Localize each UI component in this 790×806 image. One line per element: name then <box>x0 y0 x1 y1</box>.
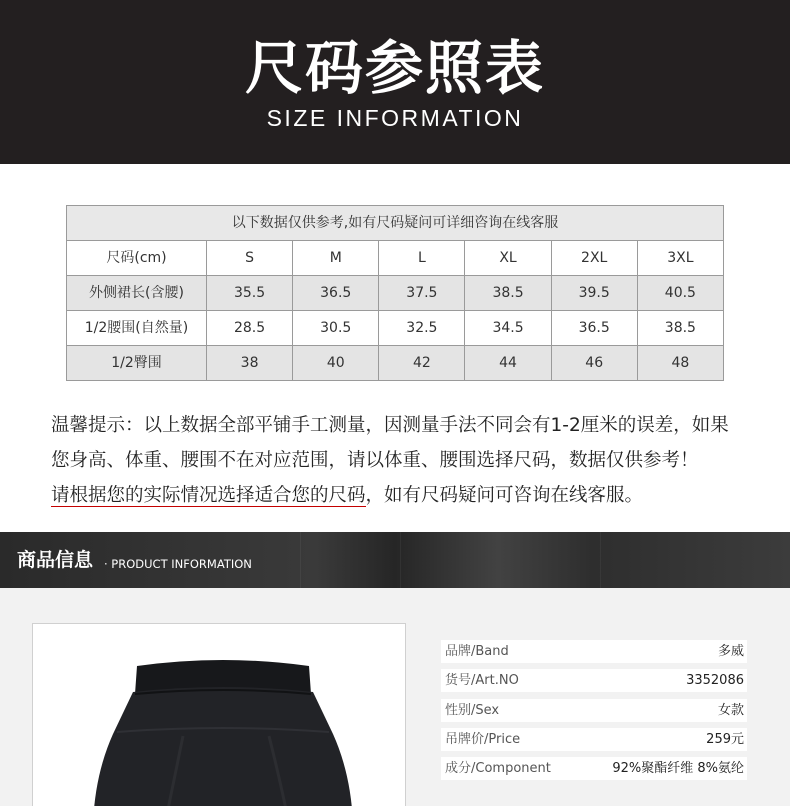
column-header: L <box>379 241 465 276</box>
column-header: S <box>207 241 293 276</box>
spec-value: 多威 <box>717 644 744 659</box>
column-header: 3XL <box>637 241 723 276</box>
row-label: 外侧裙长(含腰) <box>67 276 207 311</box>
size-info-header <box>0 0 790 164</box>
bar-stripe <box>400 532 600 588</box>
table-row <box>67 276 724 311</box>
table-cell: 30.5 <box>293 311 379 346</box>
column-header: 2XL <box>551 241 637 276</box>
row-label: 1/2臀围 <box>67 346 207 381</box>
table-row <box>67 311 724 346</box>
column-header: XL <box>465 241 551 276</box>
table-caption-row <box>67 206 724 241</box>
bar-stripe <box>300 532 400 588</box>
spec-value: 92%聚酯纤维 8%氨纶 <box>612 761 744 777</box>
spec-label: 性别/Sex <box>445 702 500 718</box>
tips-line: 温馨提示：以上数据全部平铺手工测量，因测量手法不同会有1-2厘米的误差，如果 <box>51 415 729 436</box>
table-cell: 42 <box>379 346 465 381</box>
spec-label: 货号/Art.NO <box>445 673 519 689</box>
table-row <box>67 346 724 381</box>
row-label: 1/2腰围(自然量) <box>67 311 207 346</box>
table-cell: 44 <box>465 346 551 381</box>
spec-label: 成分/Component <box>445 761 551 777</box>
table-cell: 38.5 <box>465 276 551 311</box>
product-info-bar <box>0 532 790 588</box>
spec-row-price <box>441 728 747 751</box>
table-cell: 34.5 <box>465 311 551 346</box>
section-subtitle: · PRODUCT INFORMATION <box>104 557 252 571</box>
column-header: M <box>293 241 379 276</box>
product-photo <box>32 623 406 806</box>
size-chart-table <box>66 205 724 381</box>
spec-value: 女款 <box>717 702 744 718</box>
spec-row-art-no <box>441 669 747 692</box>
tips-line: 您身高、体重、腰围不在对应范围，请以体重、腰围选择尺码，数据仅供参考！ <box>51 450 699 471</box>
table-cell: 35.5 <box>207 276 293 311</box>
table-cell: 39.5 <box>551 276 637 311</box>
measurement-tips <box>51 408 751 513</box>
page-title: 尺码参照表 <box>244 34 545 102</box>
table-cell: 37.5 <box>379 276 465 311</box>
table-header-row <box>67 241 724 276</box>
tips-underlined-text: 请根据您的实际情况选择适合您的尺码 <box>51 485 366 506</box>
spec-label: 吊牌价/Price <box>445 731 521 747</box>
table-cell: 36.5 <box>551 311 637 346</box>
table-cell: 28.5 <box>207 311 293 346</box>
spec-value: 259元 <box>706 731 744 747</box>
table-cell: 38 <box>207 346 293 381</box>
bar-stripe <box>600 532 790 588</box>
tips-text: ，如有尺码疑问可咨询在线客服。 <box>365 485 644 506</box>
table-cell: 48 <box>637 346 723 381</box>
spec-row-brand <box>441 640 747 663</box>
page-subtitle: SIZE INFORMATION <box>266 105 524 131</box>
tips-line <box>51 478 751 513</box>
section-title: 商品信息 <box>17 549 94 571</box>
product-spec-list <box>441 640 747 786</box>
table-caption: 以下数据仅供参考,如有尺码疑问可详细咨询在线客服 <box>67 206 724 241</box>
column-header: 尺码(cm) <box>67 241 207 276</box>
table-cell: 40 <box>293 346 379 381</box>
spec-value: 3352086 <box>686 673 744 689</box>
table-cell: 36.5 <box>293 276 379 311</box>
table-cell: 32.5 <box>379 311 465 346</box>
spec-row-sex <box>441 699 747 722</box>
skirt-image <box>33 624 406 806</box>
spec-row-component <box>441 757 747 780</box>
table-cell: 46 <box>551 346 637 381</box>
table-cell: 38.5 <box>637 311 723 346</box>
table-cell: 40.5 <box>637 276 723 311</box>
spec-label: 品牌/Band <box>445 644 509 659</box>
